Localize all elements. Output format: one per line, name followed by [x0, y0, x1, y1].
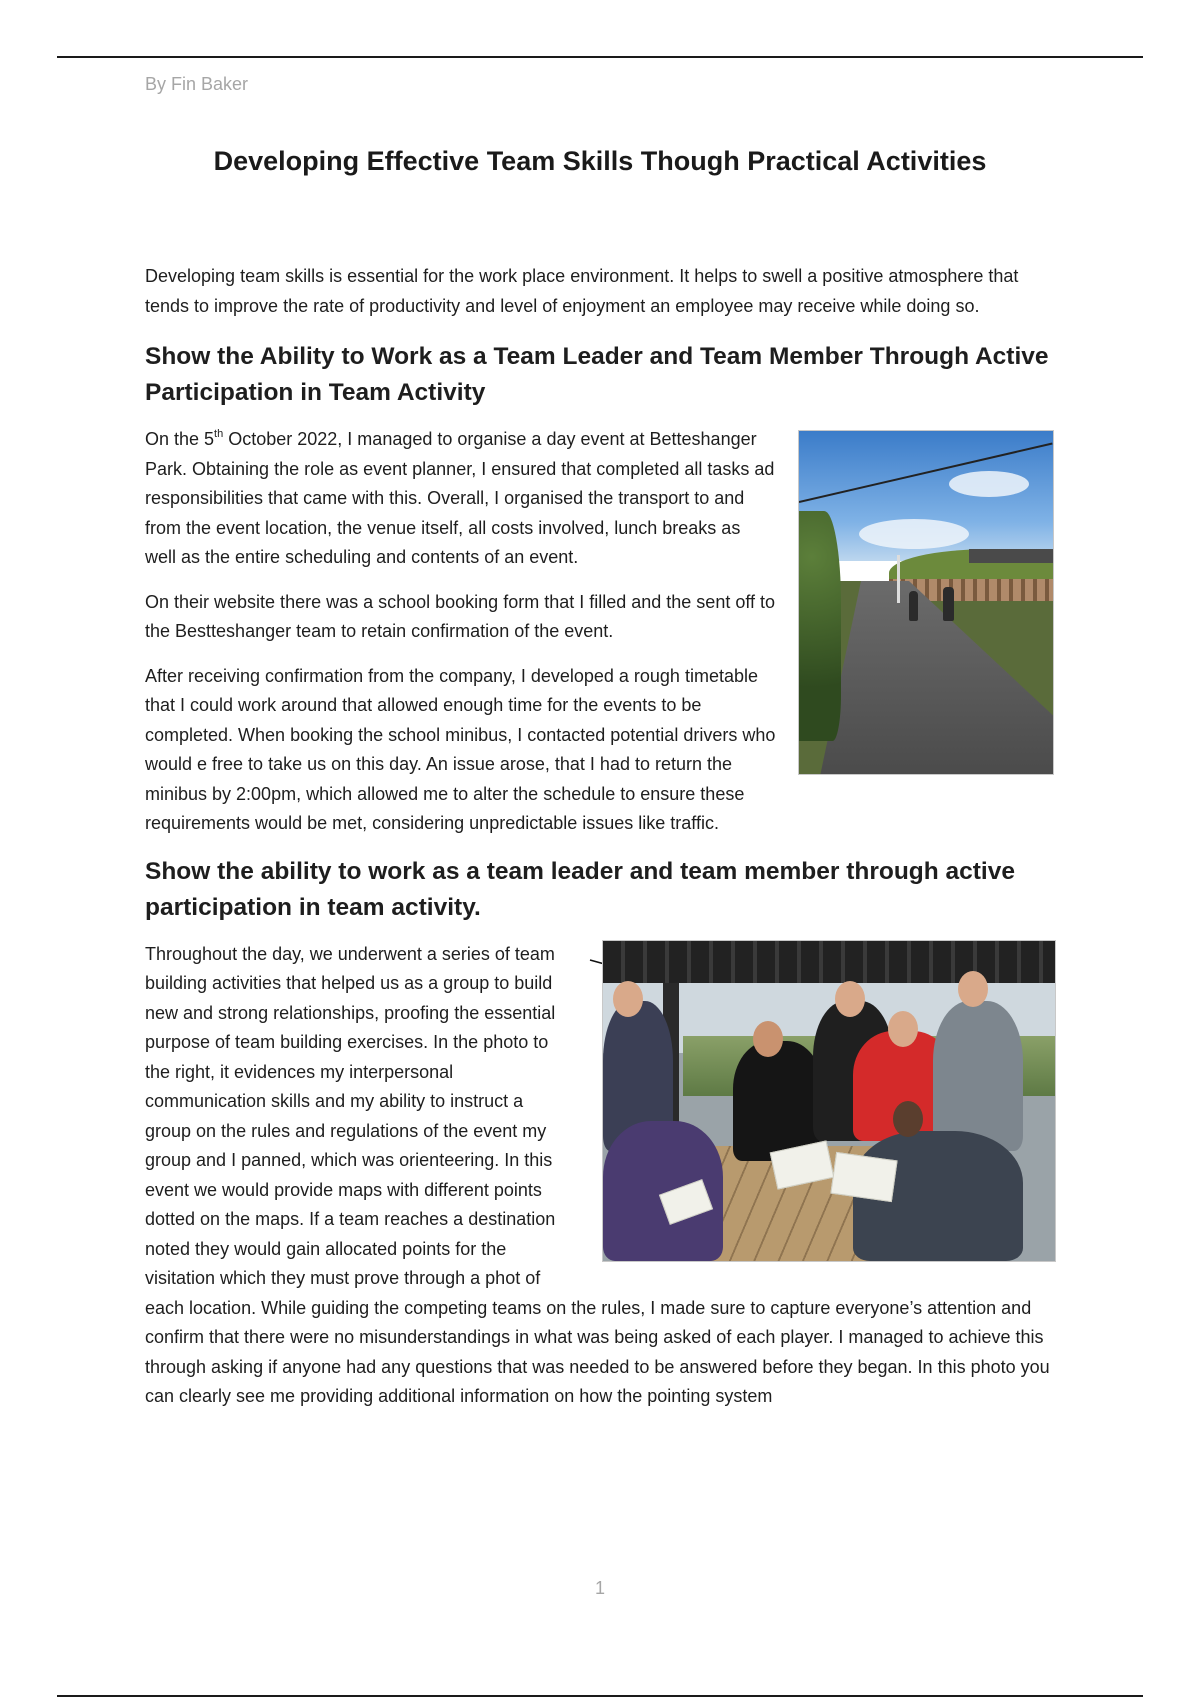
section2-heading: Show the ability to work as a team leader and team member through active participation in team activity.	[145, 857, 1015, 921]
section1-heading: Show the Ability to Work as a Team Leader and Team Member Through Active Participation in Team Activity	[145, 343, 1049, 406]
footer-rule	[57, 1695, 1143, 1697]
header-rule	[57, 56, 1143, 58]
section1-paragraph-1: On the 5th October 2022, I managed to organise a day event at Betteshanger Park. Obtaining the role as event planner, I ensured that completed all tasks ad responsibilities that came with this. Overall, I organised the transport to and from the event location, the venue itself, all costs involved, lunch breaks as well as the entire scheduling and contents of an event.	[145, 428, 775, 567]
park-path-photo	[798, 430, 1054, 775]
document-title: Developing Effective Team Skills Though Practical Activities	[213, 146, 987, 176]
document-body	[145, 262, 1054, 1427]
section1-paragraph-3: After receiving confirmation from the company, I developed a rough timetable that I could work around that allowed enough time for the events to be completed. When booking the school minibus, I contacted potential drivers who would e free to take us on this day. An issue arose, that I had to return the minibus by 2:00pm, which allowed me to alter the schedule to ensure these requirements would be met, considering unpredictable issues like traffic.	[145, 665, 776, 833]
page-number: 1	[594, 1578, 605, 1598]
team-orienteering-photo	[602, 940, 1056, 1262]
author-byline: By Fin Baker	[145, 74, 249, 94]
section2-paragraph-1: Throughout the day, we underwent a series of team building activities that helped us as a group to build new and strong relationships, proofing the essential purpose of team building exercises. In the photo to the right, it evidences my interpersonal communication skills and my ability to instruct a group on the rules and regulations of the event my group and I panned, which was orienteering. In this event we would provide maps with different points dotted on the maps. If a team reaches a destination noted they would gain allocated points for the visitation which they must prove through a phot of each location. While guiding the competing teams on the rules, I made sure to capture everyone’s attention and confirm that there were no misunderstandings in what was being asked of each player. I managed to achieve this through asking if anyone had any questions that was needed to be answered before they began. In this photo you can clearly see me providing additional information on how the pointing system	[145, 943, 1050, 1406]
section1-paragraph-2: On their website there was a school booking form that I filled and the sent off to the Bestteshanger team to retain confirmation of the event.	[145, 591, 776, 641]
intro-paragraph: Developing team skills is essential for the work place environment. It helps to swell a positive atmosphere that tends to improve the rate of productivity and level of enjoyment an employee may receive while doing so.	[145, 266, 1019, 316]
team-activity-figure	[588, 940, 1054, 1268]
